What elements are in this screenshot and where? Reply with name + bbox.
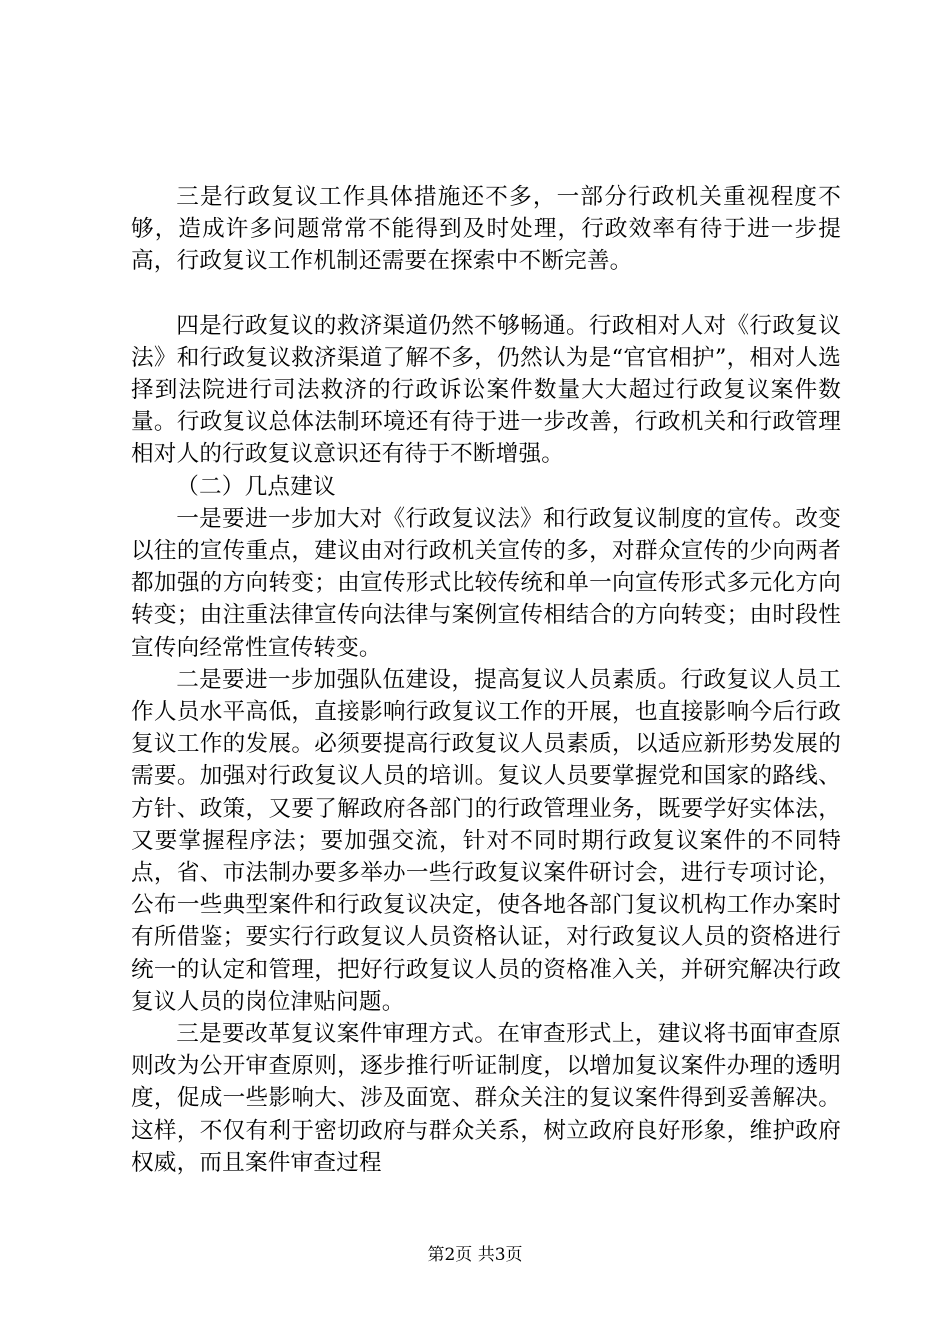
paragraph-point-three-measures: 三是行政复议工作具体措施还不多，一部分行政机关重视程度不够，造成许多问题常常不能得到及时处理，行政效率有待于进一步提高，行政复议工作机制还需要在探索中不断完善。	[131, 184, 841, 275]
paragraph-suggestion-two: 二是要进一步加强队伍建设，提高复议人员素质。行政复议人员工作人员水平高低，直接影响行政复议工作的开展，也直接影响今后行政复议工作的发展。必须要提高行政复议人员素质，以适应新形势发展的需要。加强对行政复议人员的培训。复议人员要掌握党和国家的路线、方针、政策，又要了解政府各部门的行政管理业务，既要学好实体法，又要掌握程序法；要加强交流，针对不同时期行政复议案件的不同特点，省、市法制办要多举办一些行政复议案件研讨会，进行专项讨论，公布一些典型案件和行政复议决定，使各地各部门复议机构工作办案时有所借鉴；要实行行政复议人员资格认证，对行政复议人员的资格进行统一的认定和管理，把好行政复议人员的资格准入关，并研究解决行政复议人员的岗位津贴问题。	[131, 666, 841, 1015]
paragraph-point-four-channels: 四是行政复议的救济渠道仍然不够畅通。行政相对人对《行政复议法》和行政复议救济渠道了解不多，仍然认为是“官官相护”，相对人选择到法院进行司法救济的行政诉讼案件数量大大超过行政复议案件数量。行政复议总体法制环境还有待于进一步改善，行政机关和行政管理相对人的行政复议意识还有待于不断增强。	[131, 312, 841, 468]
paragraph-suggestion-three: 三是要改革复议案件审理方式。在审查形式上，建议将书面审查原则改为公开审查原则，逐步推行听证制度，以增加复议案件办理的透明度，促成一些影响大、涉及面宽、群众关注的复议案件得到妥善解决。这样，不仅有利于密切政府与群众关系，树立政府良好形象，维护政府权威，而且案件审查过程	[131, 1021, 841, 1176]
paragraph-suggestion-one: 一是要进一步加大对《行政复议法》和行政复议制度的宣传。改变以往的宣传重点，建议由对行政机关宣传的多，对群众宣传的少向两者都加强的方向转变；由宣传形式比较传统和单一向宣传形式多元化方向转变；由注重法律宣传向法律与案例宣传相结合的方向转变；由时段性宣传向经常性宣传转变。	[131, 505, 841, 661]
section-heading-suggestions: （二）几点建议	[176, 473, 336, 500]
page-footer: 第2页 共3页	[427, 1245, 523, 1265]
document-body	[131, 181, 841, 1179]
